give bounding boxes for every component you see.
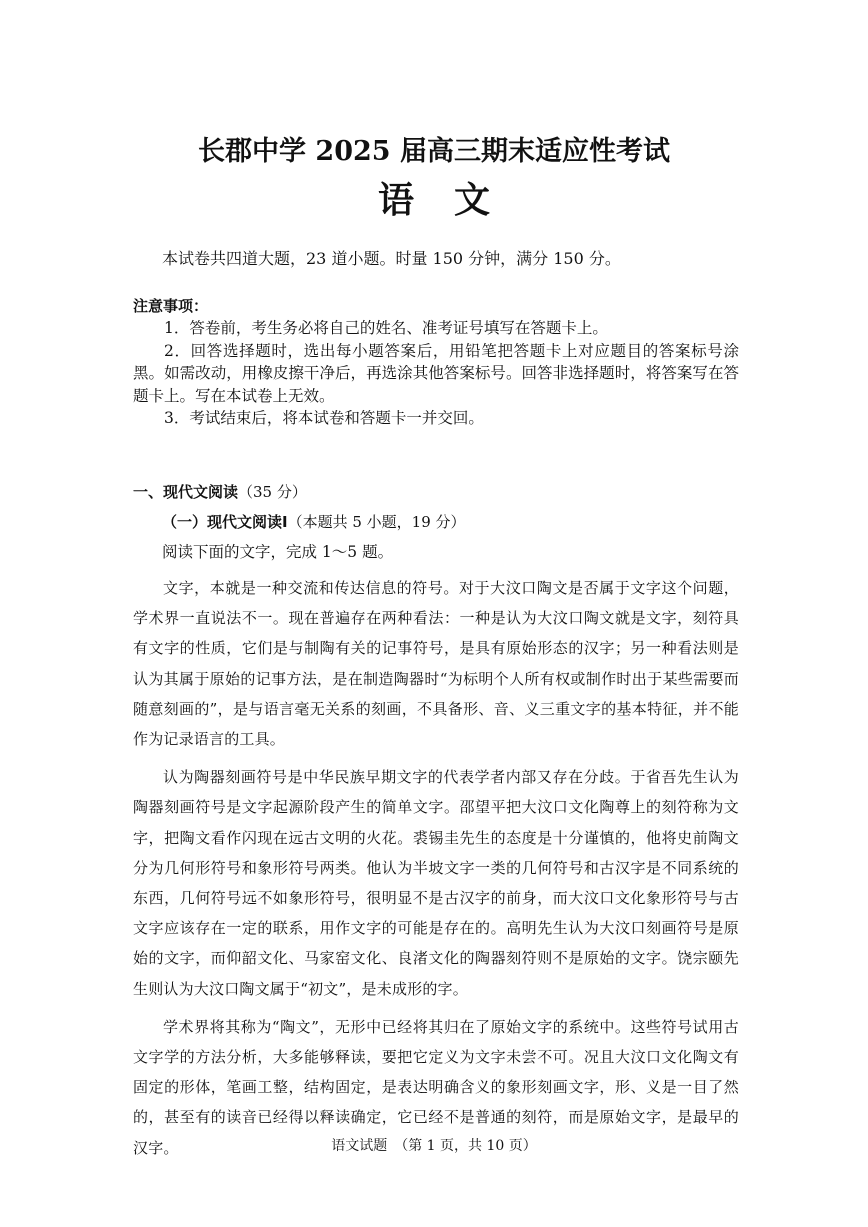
subject-char-2: 文	[454, 179, 491, 221]
page-footer: 语文试题 （第 1 页，共 10 页）	[331, 1138, 537, 1154]
subsection-title: （一）现代文阅读Ⅰ	[162, 513, 288, 531]
passage-paragraph: 学术界将其称为“陶文”，无形中已经将其归在了原始文字的系统中。这些符号试用古文字学的方法分析，大多能够释读，要把它定义为文字未尝不可。况且大汶口文化陶文有固定的形体，笔画工整，结构固定，是表达明确含义的象形刻画文字，形、义是一目了然的，甚至有的读音已经得以释读确定，它已经不是普通的刻符，而是原始文字，是最早的汉字。	[133, 1017, 739, 1157]
notice-item: 3．考试结束后，将本试卷和答题卡一并交回。	[164, 409, 484, 427]
notice-item: 1．答卷前，考生务必将自己的姓名、准考证号填写在答题卡上。	[164, 319, 608, 337]
exam-title: 长郡中学 2025 届高三期末适应性考试	[198, 136, 670, 167]
passage-paragraph: 文字，本就是一种交流和传达信息的符号。对于大汶口陶文是否属于文字这个问题，学术界一直说法不一。现在普遍存在两种看法：一种是认为大汶口陶文就是文字，刻符具有文字的性质，它们是与制陶有关的记事符号，是具有原始形态的汉字；另一种看法则是认为其属于原始的记事方法，是在制造陶器时“为标明个人所有权或制作时出于某些需要而随意刻画的”，是与语言毫无关系的刻画，不具备形、音、义三重文字的基本特征，并不能作为记录语言的工具。	[133, 579, 739, 749]
notice-heading: 注意事项：	[133, 297, 209, 315]
exam-intro: 本试卷共四道大题，23 道小题。时量 150 分钟，满分 150 分。	[162, 249, 621, 268]
reading-instruction: 阅读下面的文字，完成 1～5 题。	[162, 543, 394, 561]
section-points: （35 分）	[238, 483, 307, 501]
section-heading	[133, 481, 307, 503]
notice-list	[133, 317, 739, 430]
subject-title	[0, 177, 868, 223]
subject-char-1: 语	[377, 179, 414, 221]
notice-item: 2．回答选择题时，选出每小题答案后，用铅笔把答题卡上对应题目的答案标号涂黑。如需改动，用橡皮擦干净后，再选涂其他答案标号。回答非选择题时，将答案写在答题卡上。写在本试卷上无效。	[133, 341, 739, 405]
subsection-heading	[162, 511, 466, 533]
passage-paragraph: 认为陶器刻画符号是中华民族早期文字的代表学者内部又存在分歧。于省吾先生认为陶器刻画符号是文字起源阶段产生的简单文字。邵望平把大汶口文化陶尊上的刻符称为文字，把陶文看作闪现在远古文明的火花。裘锡圭先生的态度是十分谨慎的，他将史前陶文分为几何形符号和象形符号两类。他认为半坡文字一类的几何符号和古汉字是不同系统的东西，几何符号远不如象形符号，很明显不是古汉字的前身，而大汶口文化象形符号与古文字应该存在一定的联系，用作文字的可能是存在的。高明先生认为大汶口刻画符号是原始的文字，而仰韶文化、马家窑文化、良渚文化的陶器刻符则不是原始的文字。饶宗颐先生则认为大汶口陶文属于“初文”，是未成形的字。	[133, 768, 739, 998]
subsection-info: （本题共 5 小题，19 分）	[287, 513, 466, 531]
section-title: 一、现代文阅读	[133, 483, 239, 501]
reading-passage	[133, 573, 739, 1163]
